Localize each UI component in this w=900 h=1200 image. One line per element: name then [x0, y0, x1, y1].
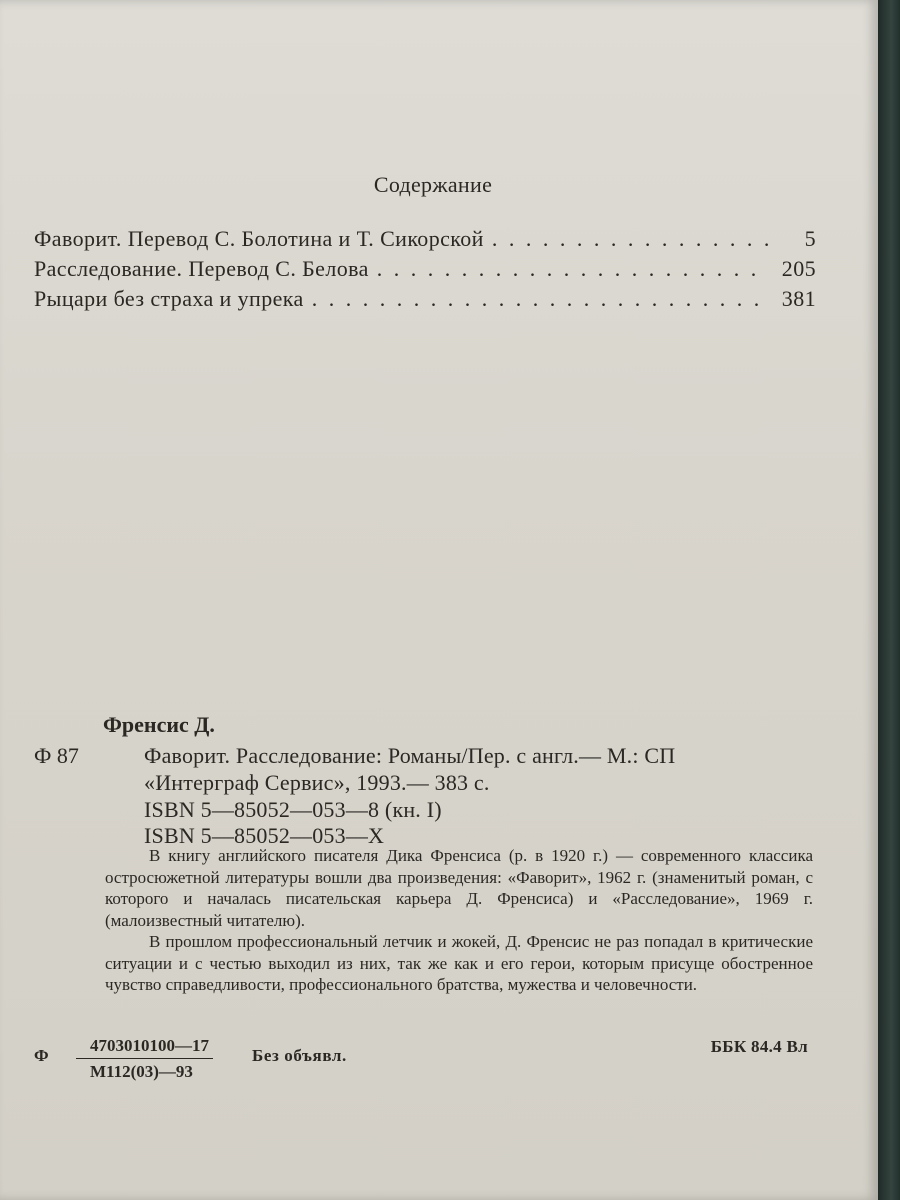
toc-entry-page: 5 — [804, 226, 816, 251]
index-fraction — [76, 1036, 213, 1082]
index-denominator: М112(03)—93 — [90, 1062, 193, 1081]
toc-entry-title: Фаворит. Перевод С. Болотина и Т. Сикорской — [34, 226, 484, 251]
book-cover-edge — [878, 0, 900, 1200]
annotation-paragraph: В прошлом профессиональный летчик и жокей, Д. Френсис не раз попадал в критические ситуации и с честью выходил из них, так же как и его герои, которым присуще обостренное чувство справедливости, профессионального братства, мужества и человечности. — [105, 932, 813, 994]
toc-entry-title: Расследование. Перевод С. Белова — [34, 256, 369, 281]
toc-entry-title: Рыцари без страха и упрека — [34, 286, 304, 311]
toc-leader-dots — [492, 226, 768, 252]
toc-entry-page: 381 — [781, 286, 816, 311]
annotation — [105, 845, 813, 996]
index-numerator: 4703010100—17 — [76, 1036, 213, 1059]
toc-entry — [34, 286, 816, 316]
toc-leader-dots — [377, 256, 768, 282]
catalog-publisher-line: «Интерграф Сервис», 1993.— 383 с. — [144, 770, 490, 795]
announcement-note: Без объявл. — [252, 1046, 347, 1065]
catalog-isbn-set: ISBN 5—85052—053—X — [144, 823, 385, 848]
toc-entry-page: 205 — [781, 256, 816, 281]
toc-entry — [34, 226, 816, 256]
toc-leader-dots — [312, 286, 768, 312]
bbk-code: ББК 84.4 Вл — [710, 1037, 808, 1056]
toc-entry — [34, 256, 816, 286]
catalog-title-line: Фаворит. Расследование: Романы/Пер. с англ.— М.: СП — [144, 743, 676, 768]
toc-heading: Содержание — [373, 172, 493, 197]
catalog-code: Ф 87 — [34, 743, 79, 768]
annotation-paragraph: В книгу английского писателя Дика Френсиса (р. в 1920 г.) — современного классика остросюжетной литературы вошли два произведения: «Фаворит», 1962 г. (знаменитый роман, с которого и началась писательская карьера Д. Френсиса) и «Расследование», 1969 г. (малоизвестный читателю). — [105, 846, 813, 930]
table-of-contents — [34, 226, 816, 316]
index-letter: Ф — [34, 1046, 49, 1065]
catalog-author: Френсис Д. — [103, 712, 215, 737]
catalog-isbn-volume: ISBN 5—85052—053—8 (кн. I) — [144, 797, 442, 822]
